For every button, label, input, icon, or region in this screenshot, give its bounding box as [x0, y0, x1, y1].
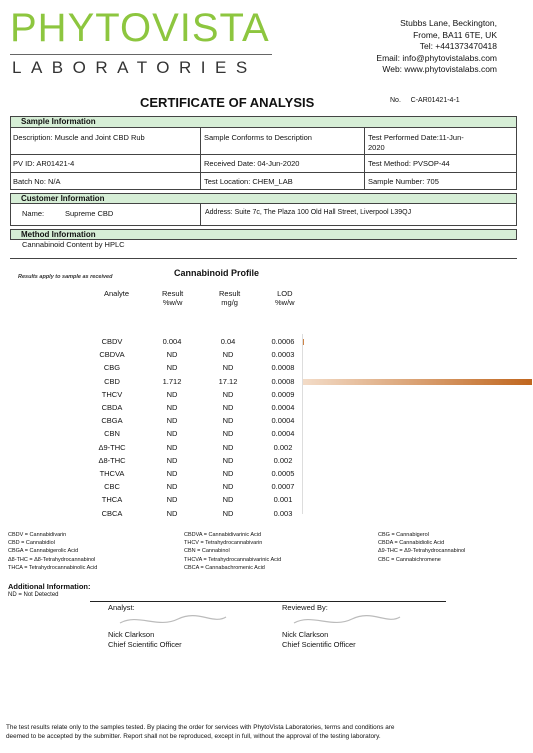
- logo-divider: [10, 54, 272, 55]
- abbreviation-entry: Δ8-THC = Δ8-Tetrahydrocannabinol: [8, 556, 96, 563]
- page-title: CERTIFICATE OF ANALYSIS: [140, 95, 315, 110]
- result-mg: ND: [222, 508, 234, 518]
- bar-baseline: [302, 334, 303, 514]
- col-header-lod-label: LOD: [277, 289, 293, 298]
- row-divider: [10, 154, 517, 155]
- test-method: Test Method: PVSOP-44: [368, 159, 450, 168]
- analyte-name: CBDVA: [99, 350, 125, 360]
- reviewed-label: Reviewed By:: [282, 603, 328, 612]
- analyte-name: CBD: [104, 376, 120, 386]
- result-pct: ND: [166, 495, 178, 505]
- lod-value: 0.0007: [271, 482, 295, 492]
- result-pct: ND: [166, 350, 178, 360]
- row-divider: [10, 172, 517, 173]
- col-divider: [364, 127, 365, 190]
- col-header-result-mg-label: Result: [219, 289, 241, 298]
- result-pct: ND: [166, 389, 178, 399]
- test-performed-year: 2020: [368, 143, 385, 152]
- abbreviation-entry: THCV = Tetrahydrocannabivarin: [184, 540, 263, 547]
- col-divider: [200, 203, 201, 226]
- reviewer-title: Chief Scientific Officer: [282, 640, 356, 649]
- certificate-number-label: No.: [390, 97, 401, 104]
- certificate-number-value: C-AR01421-4-1: [410, 97, 460, 104]
- result-pct: ND: [166, 429, 178, 439]
- result-mg: 17.12: [218, 376, 238, 386]
- col-header-result-pct-unit: %w/w: [162, 298, 183, 307]
- result-mg: ND: [222, 442, 234, 452]
- lod-value: 0.0008: [271, 363, 295, 373]
- analyst-signature: [118, 611, 228, 631]
- web-line: Web: www.phytovistalabs.com: [382, 64, 497, 74]
- sample-conforms: Sample Conforms to Description: [204, 133, 312, 142]
- result-pct: ND: [166, 363, 178, 373]
- abbreviation-entry: CBCA = Cannabachromenic Acid: [184, 564, 265, 571]
- result-pct: 1.712: [162, 376, 182, 386]
- sample-info-header: Sample Information: [10, 116, 517, 128]
- analyst-title: Chief Scientific Officer: [108, 640, 182, 649]
- analyte-name: CBDA: [101, 403, 123, 412]
- test-location: Test Location: CHEM_LAB: [204, 177, 293, 186]
- result-pct: ND: [166, 403, 178, 412]
- sample-description: Description: Muscle and Joint CBD Rub: [13, 133, 145, 142]
- lod-value: 0.0003: [271, 350, 295, 360]
- lod-value: 0.002: [273, 455, 293, 465]
- batch-number: Batch No: N/A: [13, 177, 61, 186]
- customer-name-label: Name:: [22, 209, 45, 218]
- lab-address: [376, 18, 497, 76]
- col-header-result-pct: [162, 289, 183, 307]
- result-mg: ND: [222, 363, 234, 373]
- col-header-lod-unit: %w/w: [275, 298, 295, 307]
- lod-value: 0.001: [273, 495, 293, 505]
- abbreviation-entry: THCVA = Tetrahydrocannabivarinic Acid: [184, 556, 282, 563]
- method-info-header: Method Information: [10, 229, 517, 240]
- analyte-name: CBGA: [101, 416, 123, 426]
- sample-number: Sample Number: 705: [368, 177, 439, 186]
- reviewer-signature: [292, 611, 402, 631]
- analyte-name: CBC: [104, 482, 120, 492]
- analyst-name: Nick Clarkson: [108, 630, 155, 639]
- result-pct: 0.004: [162, 337, 182, 346]
- analyte-name: THCV: [101, 389, 123, 399]
- test-performed-date: Test Performed Date:11-Jun-: [368, 133, 464, 142]
- analyte-name: CBN: [104, 429, 120, 439]
- analyte-name: CBDV: [101, 337, 123, 346]
- abbreviation-entry: CBDVA = Cannabidivarinic Acid: [184, 532, 262, 538]
- result-pct: ND: [166, 416, 178, 426]
- analyte-name: THCVA: [99, 469, 125, 478]
- lod-value: 0.002: [273, 442, 293, 452]
- abbreviation-entry: CBDA = Cannabidiolic Acid: [378, 540, 445, 547]
- result-pct: ND: [166, 455, 178, 465]
- footer-line: deemed to be accepted by the submitter. Report shall not be reproduced, except in full, without the approval of the testing laboratory.: [6, 733, 381, 740]
- signature-rule: [90, 601, 446, 602]
- received-date: Received Date: 04-Jun-2020: [204, 159, 300, 168]
- email-line: Email: info@phytovistalabs.com: [376, 52, 497, 63]
- col-header-result-mg: [219, 289, 240, 307]
- result-mg: ND: [222, 455, 234, 465]
- section-divider: [10, 258, 517, 259]
- analyte-name: Δ8-THC: [98, 455, 126, 465]
- col-header-lod: [275, 289, 295, 307]
- analyte-name: Δ9-THC: [98, 442, 126, 452]
- results-note: Results apply to sample as received: [18, 274, 113, 280]
- pv-id: PV ID: AR01421-4: [13, 159, 75, 168]
- result-mg: ND: [222, 416, 234, 426]
- lod-value: 0.0004: [271, 403, 295, 412]
- certificate-number: [390, 97, 460, 104]
- lod-value: 0.003: [273, 508, 293, 518]
- result-mg: ND: [222, 469, 234, 478]
- customer-name: Supreme CBD: [65, 209, 114, 218]
- lod-value: 0.0009: [271, 389, 295, 399]
- address-line: Frome, BA11 6TE, UK: [413, 29, 497, 40]
- address-line: Stubbs Lane, Beckington,: [400, 18, 497, 28]
- result-mg: ND: [222, 429, 234, 439]
- col-header-analyte: Analyte: [104, 289, 130, 298]
- result-pct: ND: [166, 442, 178, 452]
- abbreviation-entry: THCA = Tetrahydrocannabinolic Acid: [8, 564, 98, 571]
- abbreviation-entry: CBD = Cannabidiol: [8, 540, 55, 547]
- footer-line: The test results relate only to the samples tested. By placing the order for services with PhytoVista Laboratories, terms and conditions are: [6, 724, 395, 731]
- customer-info-header: Customer Information: [10, 193, 517, 204]
- abbreviation-entry: Δ9-THC = Δ9-Tetrahydrocannabinol: [378, 548, 466, 555]
- result-bar: [302, 379, 532, 385]
- analyst-label: Analyst:: [108, 603, 135, 612]
- result-mg: ND: [222, 482, 234, 492]
- method-value: Cannabinoid Content by HPLC: [22, 240, 125, 249]
- brand-logo: PHYTOVISTA: [10, 6, 270, 50]
- abbreviation-entry: CBDV = Cannabidivarin: [8, 532, 67, 538]
- col-header-result-pct-label: Result: [162, 289, 184, 298]
- lod-value: 0.0005: [271, 469, 295, 478]
- col-header-result-mg-unit: mg/g: [221, 298, 238, 307]
- analyte-name: CBCA: [101, 508, 123, 518]
- lod-value: 0.0004: [271, 429, 295, 439]
- abbreviation-entry: CBC = Cannabichromene: [378, 556, 441, 563]
- result-pct: ND: [166, 508, 178, 518]
- result-mg: 0.04: [220, 337, 236, 346]
- result-mg: ND: [222, 350, 234, 360]
- abbreviation-entry: CBG = Cannabigerol: [378, 532, 429, 538]
- lod-value: 0.0004: [271, 416, 295, 426]
- result-pct: ND: [166, 469, 178, 478]
- result-mg: ND: [222, 389, 234, 399]
- brand-logo-subtitle: LABORATORIES: [12, 58, 257, 77]
- additional-info-note: ND = Not Detected: [8, 592, 59, 598]
- analyte-name: THCA: [101, 495, 123, 505]
- lod-value: 0.0008: [271, 376, 295, 386]
- col-divider: [200, 127, 201, 190]
- result-mg: ND: [222, 403, 234, 412]
- analyte-name: CBG: [103, 363, 121, 373]
- result-pct: ND: [166, 482, 178, 492]
- profile-title: Cannabinoid Profile: [174, 268, 260, 278]
- lod-value: 0.0006: [271, 337, 295, 346]
- reviewer-name: Nick Clarkson: [282, 630, 329, 639]
- abbreviation-entry: CBGA = Cannabigerolic Acid: [8, 548, 79, 555]
- additional-info-header: Additional Information:: [8, 582, 91, 591]
- phone-line: Tel: +441373470418: [419, 41, 497, 51]
- result-mg: ND: [222, 495, 234, 505]
- abbreviation-entry: CBN = Cannabinol: [184, 548, 230, 555]
- customer-address: Address: Suite 7c, The Plaza 100 Old Hall Street, Liverpool L39QJ: [205, 209, 412, 216]
